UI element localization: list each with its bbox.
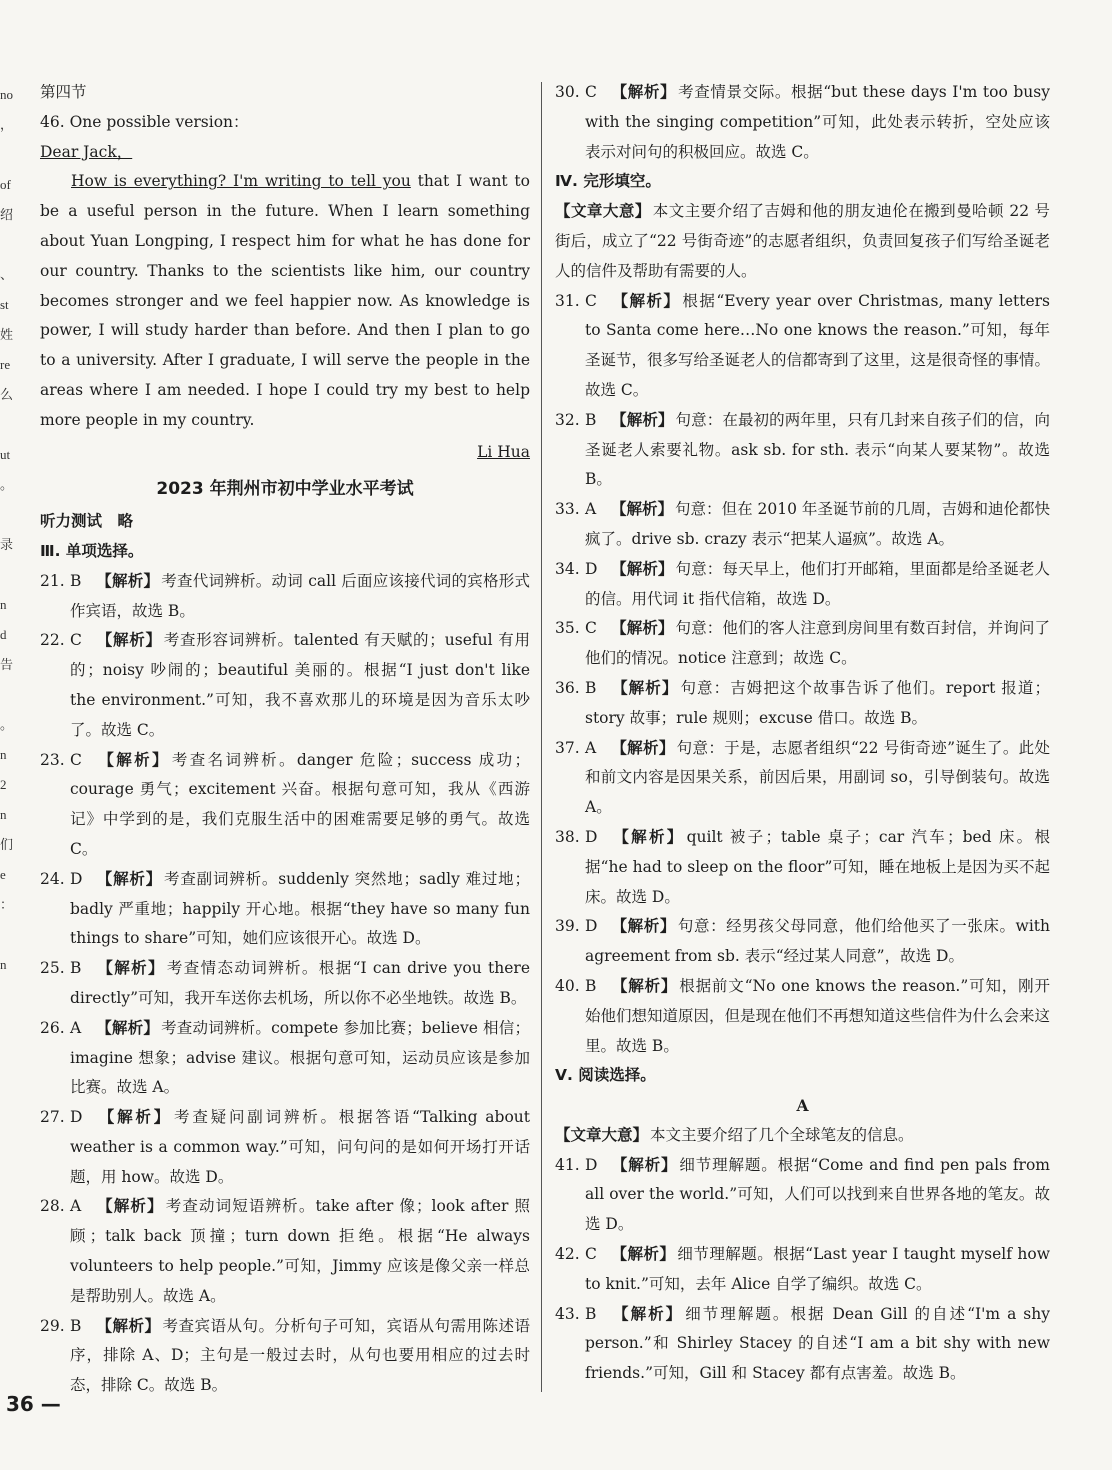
answer-item [555,734,1050,823]
item-answer: D [585,559,598,578]
question-46-label: 46. One possible version： [40,112,249,131]
letter-text: that I want to be a useful person in the future. When I learn something about Yuan Longping, I respect him for what he has done for our country. Thanks to the scientists like him, our country becomes stronger and we feel happier now. As knowledge is power, I will study harder than before. And then I plan to go to a university. After I graduate, I will serve the people in the areas where I am needed. I hope I could try my best to help more people in my country. [40,172,530,429]
item-answer: D [70,869,83,888]
item-tag: 【解析】 [96,1018,160,1037]
answer-item [40,1014,530,1103]
edge-fragment [0,410,16,440]
item-tag: 【解析】 [96,631,162,650]
item-tag: 【解析】 [611,83,677,101]
letter-underlined-opening: How is everything? I'm writing to tell you [71,172,411,191]
edge-fragment [0,560,16,590]
item-tag: 【解析】 [96,1316,161,1335]
item-answer: B [70,571,82,590]
item-answer: B [70,1316,82,1335]
item-explanation: 句意：经男孩父母同意，他们给他买了一张床。with agreement from sb. 表示“经过某人同意”，故选 D。 [585,917,1050,966]
edge-fragment: no [0,87,13,102]
edge-fragment: 么 [0,387,14,402]
item-explanation: 根据前文“No one knows the reason.”可知，刚开始他们想知道原因，但是现在他们不再想知道这些信件为什么会来这里。故选 B。 [585,976,1051,1055]
edge-fragment [0,230,16,260]
summary-text: 本文主要介绍了几个全球笔友的信息。 [650,1125,914,1144]
answer-item [555,555,1050,615]
answer-item [40,1192,530,1311]
item-explanation: 考查动词短语辨析。take after 像；look after 照顾；talk back 顶撞；turn down 拒绝。根据“He always volunteers to help people.”可知，Jimmy 应该是像父亲一样总是帮助别人。故选 A。 [70,1197,530,1305]
item-number: 43. [555,1304,580,1323]
item-answer: B [585,976,597,995]
answer-item [555,495,1050,555]
item-number: 26. [40,1018,65,1037]
item-answer: C [585,1245,597,1264]
answer-item-30 [555,78,1050,167]
edge-fragment [0,140,16,170]
left-column [40,78,530,1401]
edge-fragment [0,920,16,950]
item-explanation: 句意：在最初的两年里，只有几封来自孩子们的信，向圣诞老人索要礼物。ask sb. for sth. 表示“向某人要某物”。故选 B。 [585,410,1050,489]
item-tag: 【解析】 [611,1245,676,1264]
item-tag: 【解析】 [611,738,675,757]
item-explanation: 考查情景交际。根据“but these days I'm too busy with the singing competition”可知，此处表示转折，空处应该表示对问句的积极回应。故选 C。 [585,83,1050,161]
answer-item [555,406,1050,495]
edge-fragment [0,500,16,530]
edge-fragment: n [0,597,7,612]
item-answer: D [585,1155,598,1174]
item-number: 39. [555,917,580,936]
edge-fragment: 告 [0,657,14,672]
item-number: 25. [40,959,65,978]
summary-text: 本文主要介绍了吉姆和他的朋友迪伦在搬到曼哈顿 22 号街后，成立了“22 号街奇迹”的志愿者组织，负责回复孩子们写给圣诞老人的信件及帮助有需要的人。 [555,202,1050,280]
item-answer: A [70,1018,82,1037]
exam-title: 2023 年荆州市初中学业水平考试 [156,479,414,500]
answer-item [40,954,530,1014]
item-explanation: 考查副词辨析。suddenly 突然地；sadly 难过地；badly 严重地；happily 开心地。根据“they have so many fun things to share”可知，她们应该很开心。故选 D。 [70,869,530,948]
item-tag: 【解析】 [611,500,674,519]
item-number: 37. [555,738,580,757]
edge-fragment: of [0,177,11,192]
part-5-heading: Ⅴ. 阅读选择。 [555,1066,656,1085]
item-answer: B [70,959,82,978]
item-explanation: 细节理解题。根据 Dean Gill 的自述“I'm a shy person.”和 Shirley Stacey 的自述“I am a bit shy with new friends.”可知，Gill 和 Stacey 都有点害羞。故选 B。 [585,1304,1050,1383]
answer-item [40,865,530,954]
item-explanation: 句意：每天早上，他们打开邮箱，里面都是给圣诞老人的信。用代词 it 指代信箱，故选 D。 [585,559,1050,608]
item-answer: C [585,291,597,310]
item-number: 28. [40,1197,65,1216]
item-tag: 【解析】 [611,976,678,995]
edge-fragment: 。 [0,717,14,732]
answer-item [555,823,1050,912]
item-explanation: 考查名词辨析。danger 危险；success 成功；courage 勇气；excitement 兴奋。根据句意可知，我从《西游记》中学到的是，我们克服生活中的困难需要足够的勇气。故选 C。 [70,750,530,858]
item-answer: B [585,410,597,429]
edge-fragment: n [0,747,7,762]
section-a-heading: A [796,1096,809,1116]
item-tag: 【解析】 [611,410,674,429]
answer-item [40,746,530,865]
item-answer: B [585,678,597,697]
item-explanation: quilt 被子；table 桌子；car 汽车；bed 床。根据“he had to sleep on the floor”可知，睡在地板上是因为买不起床。故选 D。 [585,827,1050,906]
item-explanation: 考查形容词辨析。talented 有天赋的；useful 有用的；noisy 吵闹的；beautiful 美丽的。根据“I just don't like the environment.”可知，我不喜欢那儿的环境是因为音乐太吵了。故选 C。 [70,631,530,739]
section-heading: 第四节 [40,83,87,101]
letter-salutation: Dear Jack， [40,142,133,161]
item-number: 33. [555,500,580,519]
item-explanation: 考查疑问副词辨析。根据答语“Talking about weather is a common way.”可知，问句问的是如何开场打开话题，用 how。故选 D。 [70,1108,530,1186]
item-tag: 【解析】 [611,917,676,936]
item-answer: B [585,1304,597,1323]
item-tag: 【解析】 [611,1304,684,1323]
item-explanation: 细节理解题。根据“Last year I taught myself how to knit.”可知，去年 Alice 自学了编织。故选 C。 [585,1245,1050,1293]
edge-fragment: ， [0,117,14,132]
letter-signature: Li Hua [477,442,530,461]
edge-fragment: re [0,357,11,372]
item-tag: 【解析】 [611,559,674,578]
column-divider [541,82,542,1392]
item-explanation: 句意：但在 2010 年圣诞节前的几周，吉姆和迪伦都快疯了。drive sb. crazy 表示“把某人逼疯”。故选 A。 [585,500,1050,548]
edge-fragment: ： [0,897,14,912]
answer-item [40,1103,530,1192]
edge-fragment: st [0,297,9,312]
answer-item [555,972,1050,1061]
item-number: 35. [555,619,580,638]
edge-fragment: 们 [0,837,14,852]
edge-fragment: d [0,627,7,642]
edge-fragment: 2 [0,777,7,792]
item-explanation: 考查动词辨析。compete 参加比赛；believe 相信；imagine 想象；advise 建议。根据句意可知，运动员应该是参加比赛。故选 A。 [70,1018,530,1097]
answer-item [555,614,1050,674]
item-answer: D [585,827,598,846]
item-tag: 【解析】 [96,1197,164,1216]
edge-fragment [0,680,16,710]
edge-fragment: 绍 [0,207,14,222]
item-number: 38. [555,827,580,846]
edge-fragment: n [0,807,7,822]
item-explanation: 考查宾语从句。分析句子可知，宾语从句需用陈述语序，排除 A、D；主句是一般过去时，从句也要用相应的过去时态，排除 C。故选 B。 [70,1316,530,1395]
answer-item [40,1312,530,1401]
item-answer: D [70,1108,83,1127]
answer-item [555,912,1050,972]
answer-item [40,626,530,745]
edge-fragment: 录 [0,537,14,552]
item-number: 32. [555,410,580,429]
item-number: 23. [40,750,65,769]
item-tag: 【解析】 [611,291,681,310]
part-4-heading: Ⅳ. 完形填空。 [555,172,661,191]
item-number: 22. [40,631,65,650]
item-tag: 【解析】 [611,678,679,697]
listening-section: 听力测试 略 [40,512,134,531]
item-explanation: 考查情态动词辨析。根据“I can drive you there directly”可知，我开车送你去机场，所以你不必坐地铁。故选 B。 [70,959,530,1007]
answer-item [555,1240,1050,1300]
item-explanation: 句意：吉姆把这个故事告诉了他们。report 报道；story 故事；rule 规则；excuse 借口。故选 B。 [585,678,1050,727]
letter-body [40,167,530,435]
item-number: 42. [555,1245,580,1264]
item-explanation: 句意：他们的客人注意到房间里有数百封信，并询问了他们的情况。notice 注意到；故选 C。 [585,619,1050,668]
answer-list-right [555,287,1050,1062]
item-answer: A [585,500,597,519]
summary-tag: 【文章大意】 [555,1125,649,1144]
item-answer: A [70,1197,82,1216]
answer-item [555,674,1050,734]
part-3-heading: Ⅲ. 单项选择。 [40,541,144,560]
edge-fragment: n [0,957,7,972]
item-number: 40. [555,976,580,995]
item-answer: D [585,917,598,936]
item-answer: C [585,619,597,638]
part-5-summary [555,1121,1050,1151]
item-explanation: 考查代词辨析。动词 call 后面应该接代词的宾格形式作宾语，故选 B。 [70,571,530,620]
edge-fragment: ut [0,447,11,462]
part-4-summary [555,197,1050,286]
answer-item [555,1300,1050,1389]
edge-fragment: 。 [0,477,14,492]
item-explanation: 句意：于是，志愿者组织“22 号街奇迹”诞生了。此处和前文内容是因果关系，前因后果，用副词 so，引导倒装句。故选 A。 [585,738,1050,817]
item-number: 41. [555,1155,580,1174]
edge-fragment: e [0,867,6,882]
item-tag: 【解析】 [96,869,163,888]
answer-list-left [40,567,530,1401]
item-tag: 【解析】 [96,750,170,769]
item-explanation: 根据“Every year over Christmas, many letters to Santa come here…No one knows the reason.”可知，每年圣诞节，很多写给圣诞老人的信都寄到了这里，这是很奇怪的事情。故选 C。 [585,291,1051,399]
item-answer: A [585,738,597,757]
item-tag: 【解析】 [611,1155,678,1174]
answer-list-reading [555,1151,1050,1389]
item-answer: C [70,631,82,650]
answer-item [555,287,1050,406]
item-answer: C [70,750,82,769]
item-tag: 【解析】 [96,571,160,590]
item-number: 36. [555,678,580,697]
edge-fragment: 、 [0,267,14,282]
item-tag: 【解析】 [611,827,685,846]
item-explanation: 细节理解题。根据“Come and find pen pals from all over the world.”可知，人们可以找到来自世界各地的笔友。故选 D。 [585,1155,1050,1234]
item-answer: C [585,83,597,101]
summary-tag: 【文章大意】 [555,202,651,221]
item-tag: 【解析】 [611,619,674,638]
right-column [555,78,1050,1389]
page-number: 36 — [6,1392,61,1416]
answer-item [40,567,530,627]
item-tag: 【解析】 [96,1108,173,1127]
item-number: 24. [40,869,65,888]
item-number: 30. [555,83,580,101]
item-number: 27. [40,1108,65,1127]
item-number: 34. [555,559,580,578]
item-number: 29. [40,1316,65,1335]
edge-fragment: 姓 [0,327,14,342]
cropped-left-margin [0,80,16,980]
answer-item [555,1151,1050,1240]
item-tag: 【解析】 [96,959,165,978]
item-number: 21. [40,571,65,590]
item-number: 31. [555,291,580,310]
